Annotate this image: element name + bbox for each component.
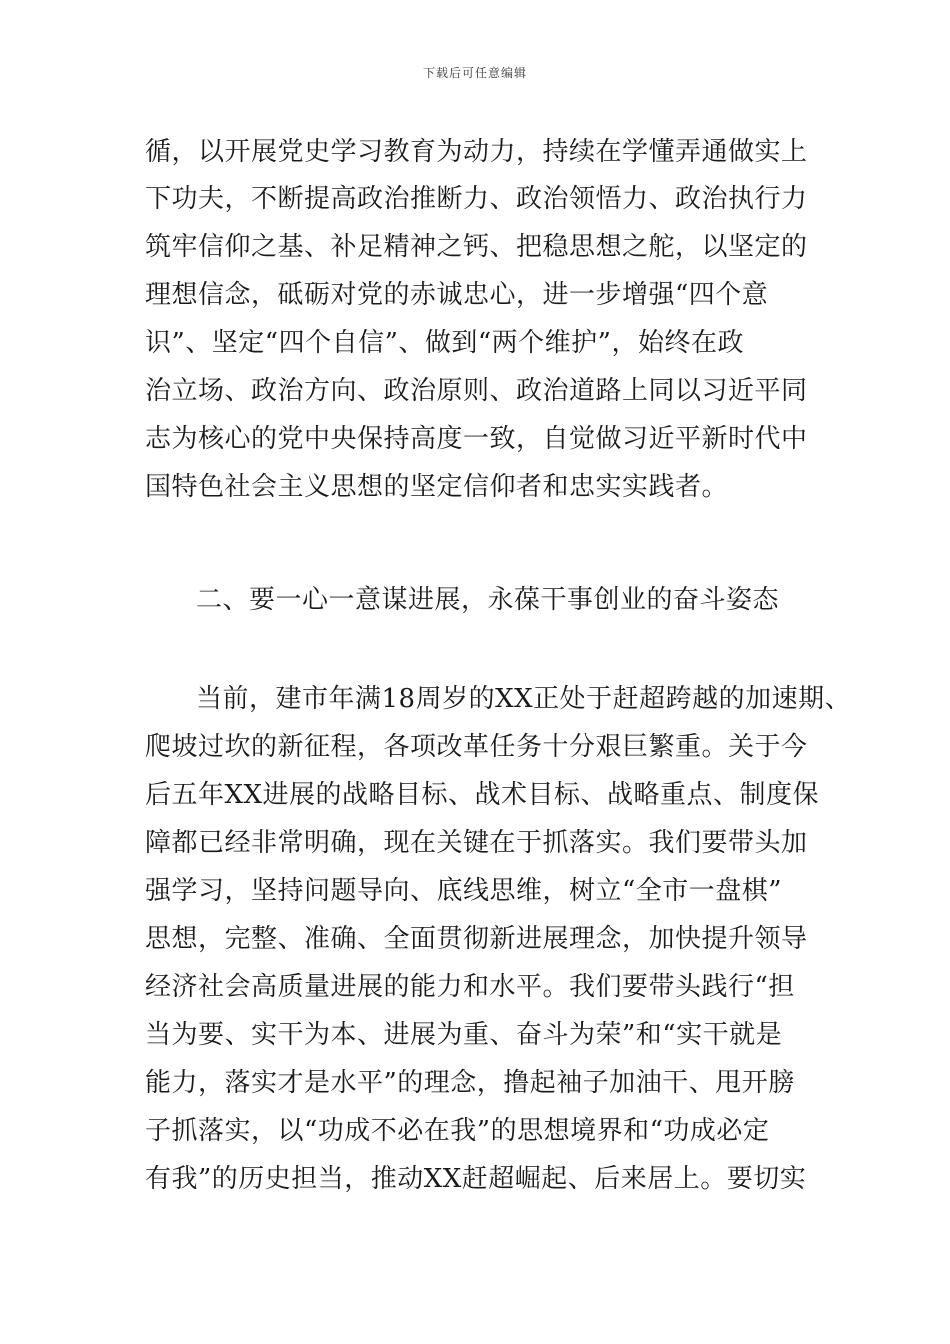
paragraph-1-line-8: 国特色社会主义思想的坚定信仰者和忠实实践者。 bbox=[145, 472, 729, 502]
paragraph-1-line-2: 下功夫，不断提高政治推断力、政治领悟力、政治执行力 bbox=[145, 184, 808, 214]
paragraph-2-line-7: 经济社会高质量进展的能力和水平。我们要带头践行“担 bbox=[145, 972, 795, 1002]
paragraph-2-line-11: 有我”的历史担当，推动XX赶超崛起、后来居上。要切实 bbox=[145, 1164, 807, 1194]
paragraph-1-line-1: 循，以开展党史学习教育为动力，持续在学懂弄通做实上 bbox=[145, 137, 808, 167]
paragraph-2-line-2: 爬坡过坎的新征程，各项改革任务十分艰巨繁重。关于今 bbox=[145, 732, 808, 762]
paragraph-2-line-1: 当前，建市年满18周岁的XX正处于赶超跨越的加速期、 bbox=[196, 684, 852, 714]
paragraph-2-line-9: 能力，落实才是水平”的理念，撸起袖子加油干、甩开膀 bbox=[145, 1068, 795, 1098]
paragraph-2-line-10: 子抓落实，以“功成不必在我”的思想境界和“功成必定 bbox=[145, 1116, 770, 1146]
paragraph-2-line-6: 思想，完整、准确、全面贯彻新进展理念，加快提升领导 bbox=[145, 924, 808, 954]
paragraph-1-line-3: 筑牢信仰之基、补足精神之钙、把稳思想之舵，以坚定的 bbox=[145, 232, 808, 262]
paragraph-1-line-7: 志为核心的党中央保持高度一致，自觉做习近平新时代中 bbox=[145, 424, 808, 454]
paragraph-2-line-8: 当为要、实干为本、进展为重、奋斗为荣”和“实干就是 bbox=[145, 1020, 783, 1050]
paragraph-2-line-4: 障都已经非常明确，现在关键在于抓落实。我们要带头加 bbox=[145, 828, 808, 858]
paragraph-1-line-6: 治立场、政治方向、政治原则、政治道路上同以习近平同 bbox=[145, 376, 808, 406]
section-2-heading: 二、要一心一意谋进展，永葆干事创业的奋斗姿态 bbox=[196, 585, 780, 615]
page-header: 下载后可任意编辑 bbox=[422, 66, 527, 80]
paragraph-1-line-4: 理想信念，砥砺对党的赤诚忠心，进一步增强“四个意 bbox=[145, 280, 769, 310]
paragraph-2-line-3: 后五年XX进展的战略目标、战术目标、战略重点、制度保 bbox=[145, 780, 820, 810]
paragraph-2-line-5: 强学习，坚持问题导向、底线思维，树立“全市一盘棋” bbox=[145, 876, 783, 906]
paragraph-1-line-5: 识”、坚定“四个自信”、做到“两个维护”，始终在政 bbox=[145, 328, 744, 358]
